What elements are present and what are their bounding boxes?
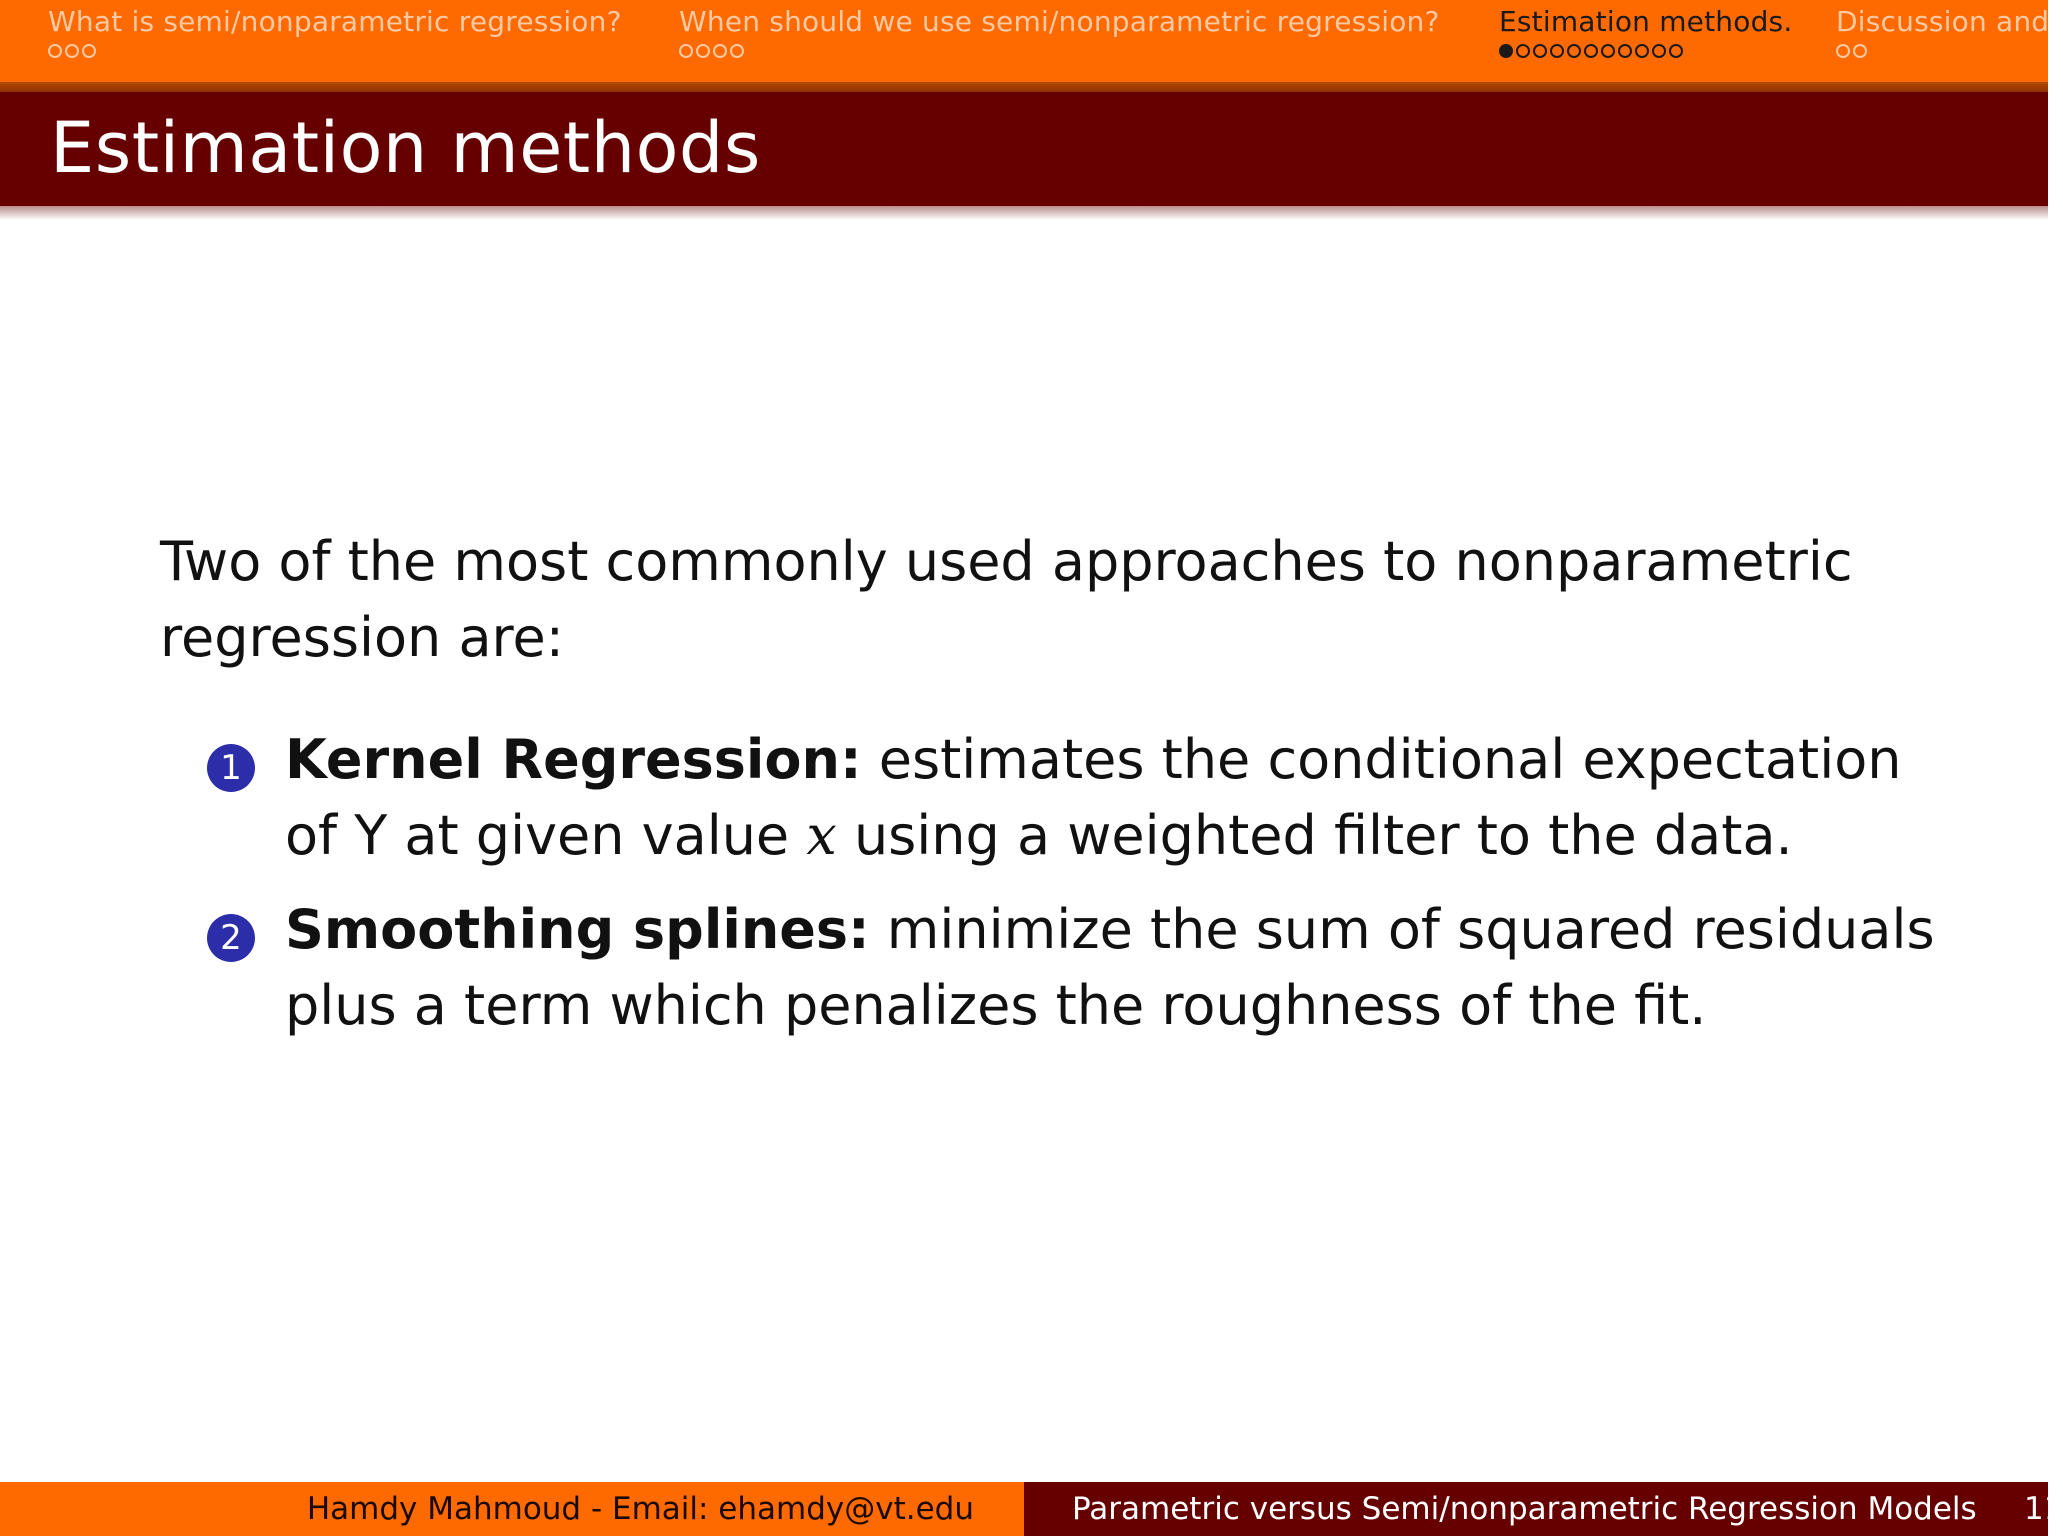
enumerated-list [205, 722, 1945, 874]
footer-author: Hamdy Mahmoud - Email: ehamdy@vt.edu [306, 1491, 974, 1527]
list-item-term: Kernel Regression: [285, 728, 862, 791]
nav-slide-dot[interactable] [1584, 44, 1598, 58]
nav-slide-dot[interactable] [1669, 44, 1683, 58]
title-bar-shadow [0, 206, 2048, 220]
nav-section-when-to-use[interactable] [679, 4, 1440, 64]
nav-slide-dot[interactable] [696, 44, 710, 58]
nav-slide-dot[interactable] [82, 44, 96, 58]
footer-page-number: 11 [2024, 1491, 2063, 1527]
math-variable: x [806, 804, 837, 867]
nav-slide-dot[interactable] [1516, 44, 1530, 58]
nav-section-title[interactable]: Estimation methods. [1499, 5, 1793, 38]
list-item-text: minimize the sum of squared residuals plus a term which penalizes the roughness of the fit. [285, 898, 1935, 1037]
nav-slide-dot[interactable] [1853, 44, 1867, 58]
nav-slide-dot[interactable] [1550, 44, 1564, 58]
nav-slide-dot[interactable] [1635, 44, 1649, 58]
nav-section-estimation-methods[interactable] [1499, 4, 1792, 64]
nav-slide-dot[interactable] [713, 44, 727, 58]
enum-number-ball: 2 [207, 914, 255, 962]
nav-section-what-is[interactable] [48, 4, 622, 64]
slide-title: Estimation methods [50, 107, 761, 189]
nav-section-dots [48, 44, 622, 64]
footer-title-bar [1024, 1482, 2063, 1536]
nav-section-title[interactable]: When should we use semi/nonparametric regression? [679, 5, 1440, 38]
list-item-smoothing-splines [205, 892, 1945, 1044]
nav-slide-dot[interactable] [1652, 44, 1666, 58]
nav-section-dots [1836, 44, 2049, 64]
nav-section-discussion[interactable] [1836, 4, 2049, 64]
nav-section-title[interactable]: What is semi/nonparametric regression? [48, 5, 622, 38]
section-navigation [0, 0, 2048, 86]
nav-slide-dot[interactable] [1601, 44, 1615, 58]
list-item-text: using a weighted filter to the data. [836, 804, 1793, 867]
list-item-text: estimates the conditional expectation of Y at given value [285, 728, 1902, 867]
nav-section-dots [1499, 44, 1792, 64]
nav-slide-dot[interactable] [1618, 44, 1632, 58]
nav-slide-dot[interactable] [1533, 44, 1547, 58]
footer-author-bar [0, 1482, 1024, 1536]
nav-slide-dot[interactable] [1567, 44, 1581, 58]
nav-slide-dot[interactable] [65, 44, 79, 58]
nav-slide-dot[interactable] [730, 44, 744, 58]
list-item-term: Smoothing splines: [285, 898, 870, 961]
nav-slide-dot[interactable] [48, 44, 62, 58]
nav-slide-dot[interactable] [1836, 44, 1850, 58]
nav-section-dots [679, 44, 1440, 64]
list-item-kernel-regression [205, 722, 1945, 874]
nav-slide-dot-current[interactable] [1499, 44, 1513, 58]
footer-talk-title: Parametric versus Semi/nonparametric Regression Models [1072, 1491, 1977, 1527]
nav-slide-dot[interactable] [679, 44, 693, 58]
enumerated-list [205, 892, 1945, 1044]
intro-paragraph: Two of the most commonly used approaches to nonparametric regression are: [160, 530, 1853, 669]
enum-number-ball: 1 [207, 744, 255, 792]
nav-section-title[interactable]: Discussion and [1836, 5, 2050, 38]
